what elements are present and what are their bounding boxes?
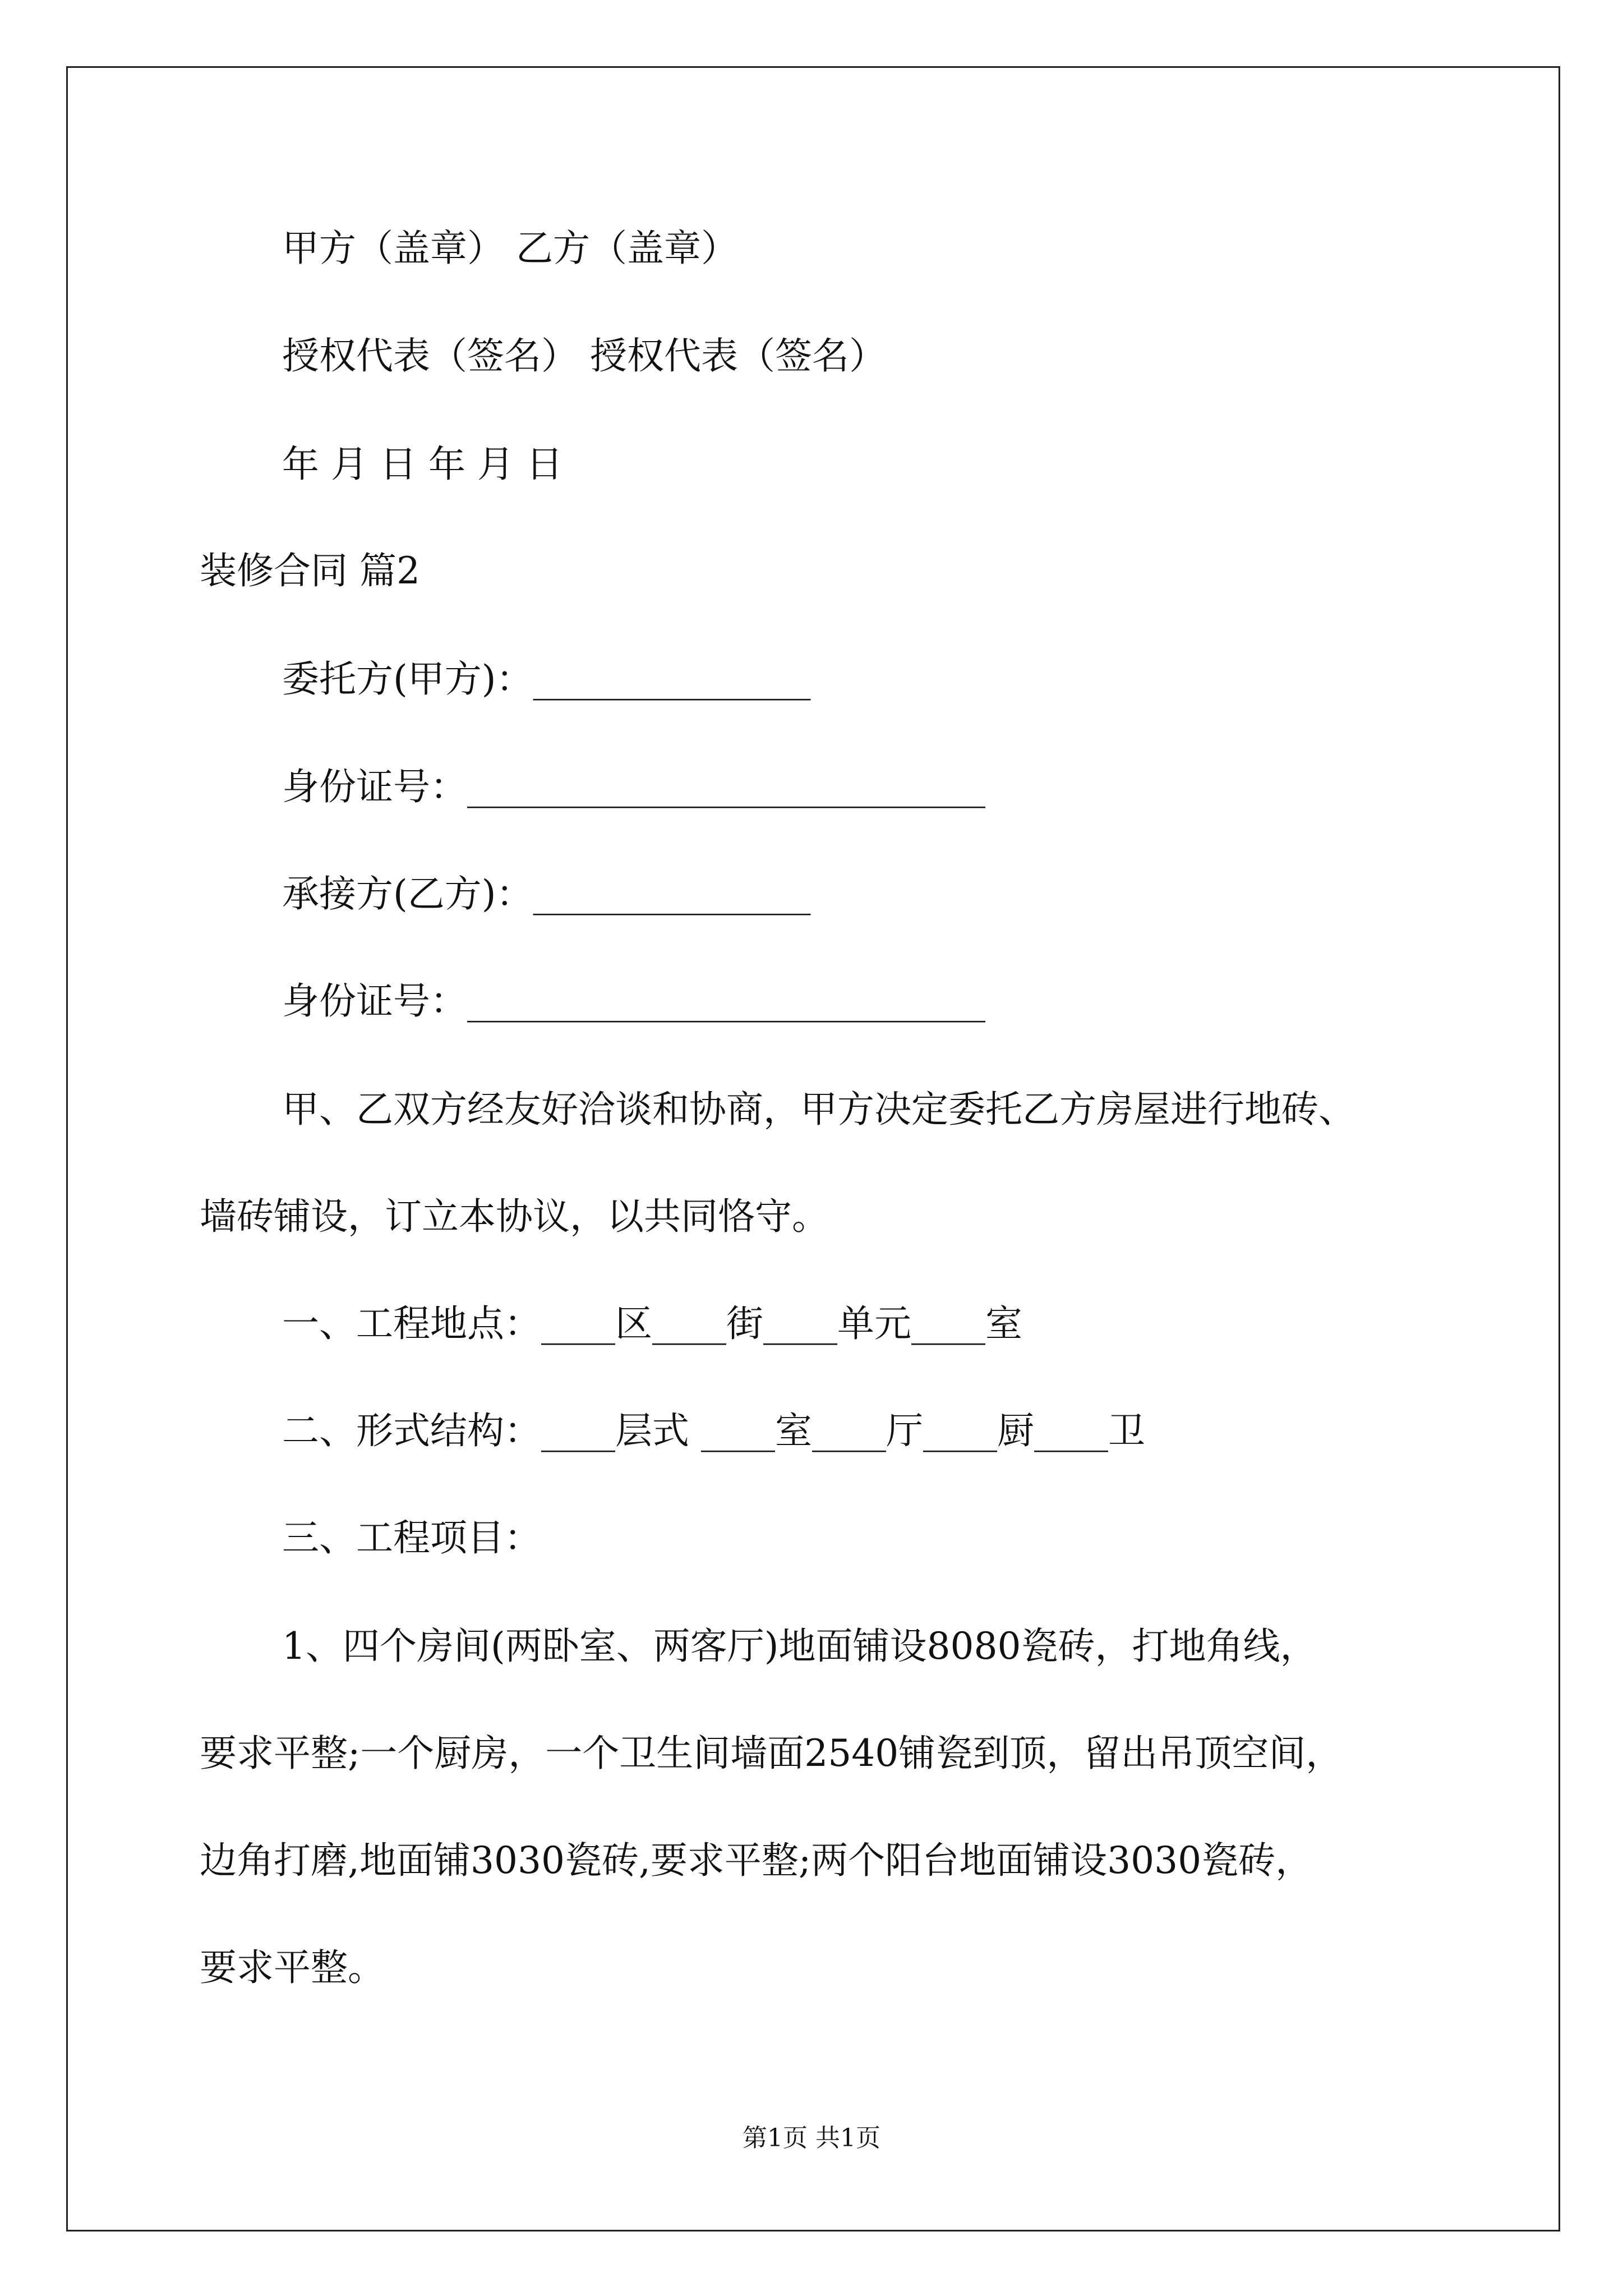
project-items-heading: 三、工程项目： bbox=[282, 1516, 541, 1559]
project-location-item: 一、工程地点：____区____街____单元____室 bbox=[282, 1302, 1022, 1345]
intro-paragraph-line: 墙砖铺设，订立本协议，以共同恪守。 bbox=[200, 1195, 829, 1238]
project-detail-line: 边角打磨,地面铺3030瓷砖,要求平整;两个阳台地面铺设3030瓷砖， bbox=[200, 1839, 1313, 1882]
structure-item: 二、形式结构：____层式 ____室____厅____厨____卫 bbox=[282, 1409, 1145, 1452]
contractor-id-field: 身份证号：____________________________ bbox=[282, 979, 985, 1023]
contractor-field: 承接方(乙方)：_______________ bbox=[282, 872, 811, 915]
page-footer: 第1页 共1页 bbox=[743, 2124, 880, 2152]
section-title: 装修合同 篇2 bbox=[200, 549, 420, 592]
project-detail-line: 1、四个房间(两卧室、两客厅)地面铺设8080瓷砖，打地角线， bbox=[282, 1625, 1317, 1668]
party-seal-line: 甲方（盖章） 乙方（盖章） bbox=[282, 227, 738, 270]
client-id-field: 身份证号：____________________________ bbox=[282, 765, 985, 808]
date-line: 年 月 日 年 月 日 bbox=[282, 443, 563, 486]
project-detail-line: 要求平整。 bbox=[200, 1946, 385, 1989]
project-detail-line: 要求平整;一个厨房，一个卫生间墙面2540铺瓷到顶，留出吊顶空间， bbox=[200, 1732, 1343, 1775]
page-border bbox=[66, 66, 1560, 2231]
representative-signature-line: 授权代表（签名） 授权代表（签名） bbox=[282, 334, 886, 378]
intro-paragraph-line: 甲、乙双方经友好洽谈和协商，甲方决定委托乙方房屋进行地砖、 bbox=[282, 1088, 1355, 1131]
client-field: 委托方(甲方)：_______________ bbox=[282, 657, 811, 701]
